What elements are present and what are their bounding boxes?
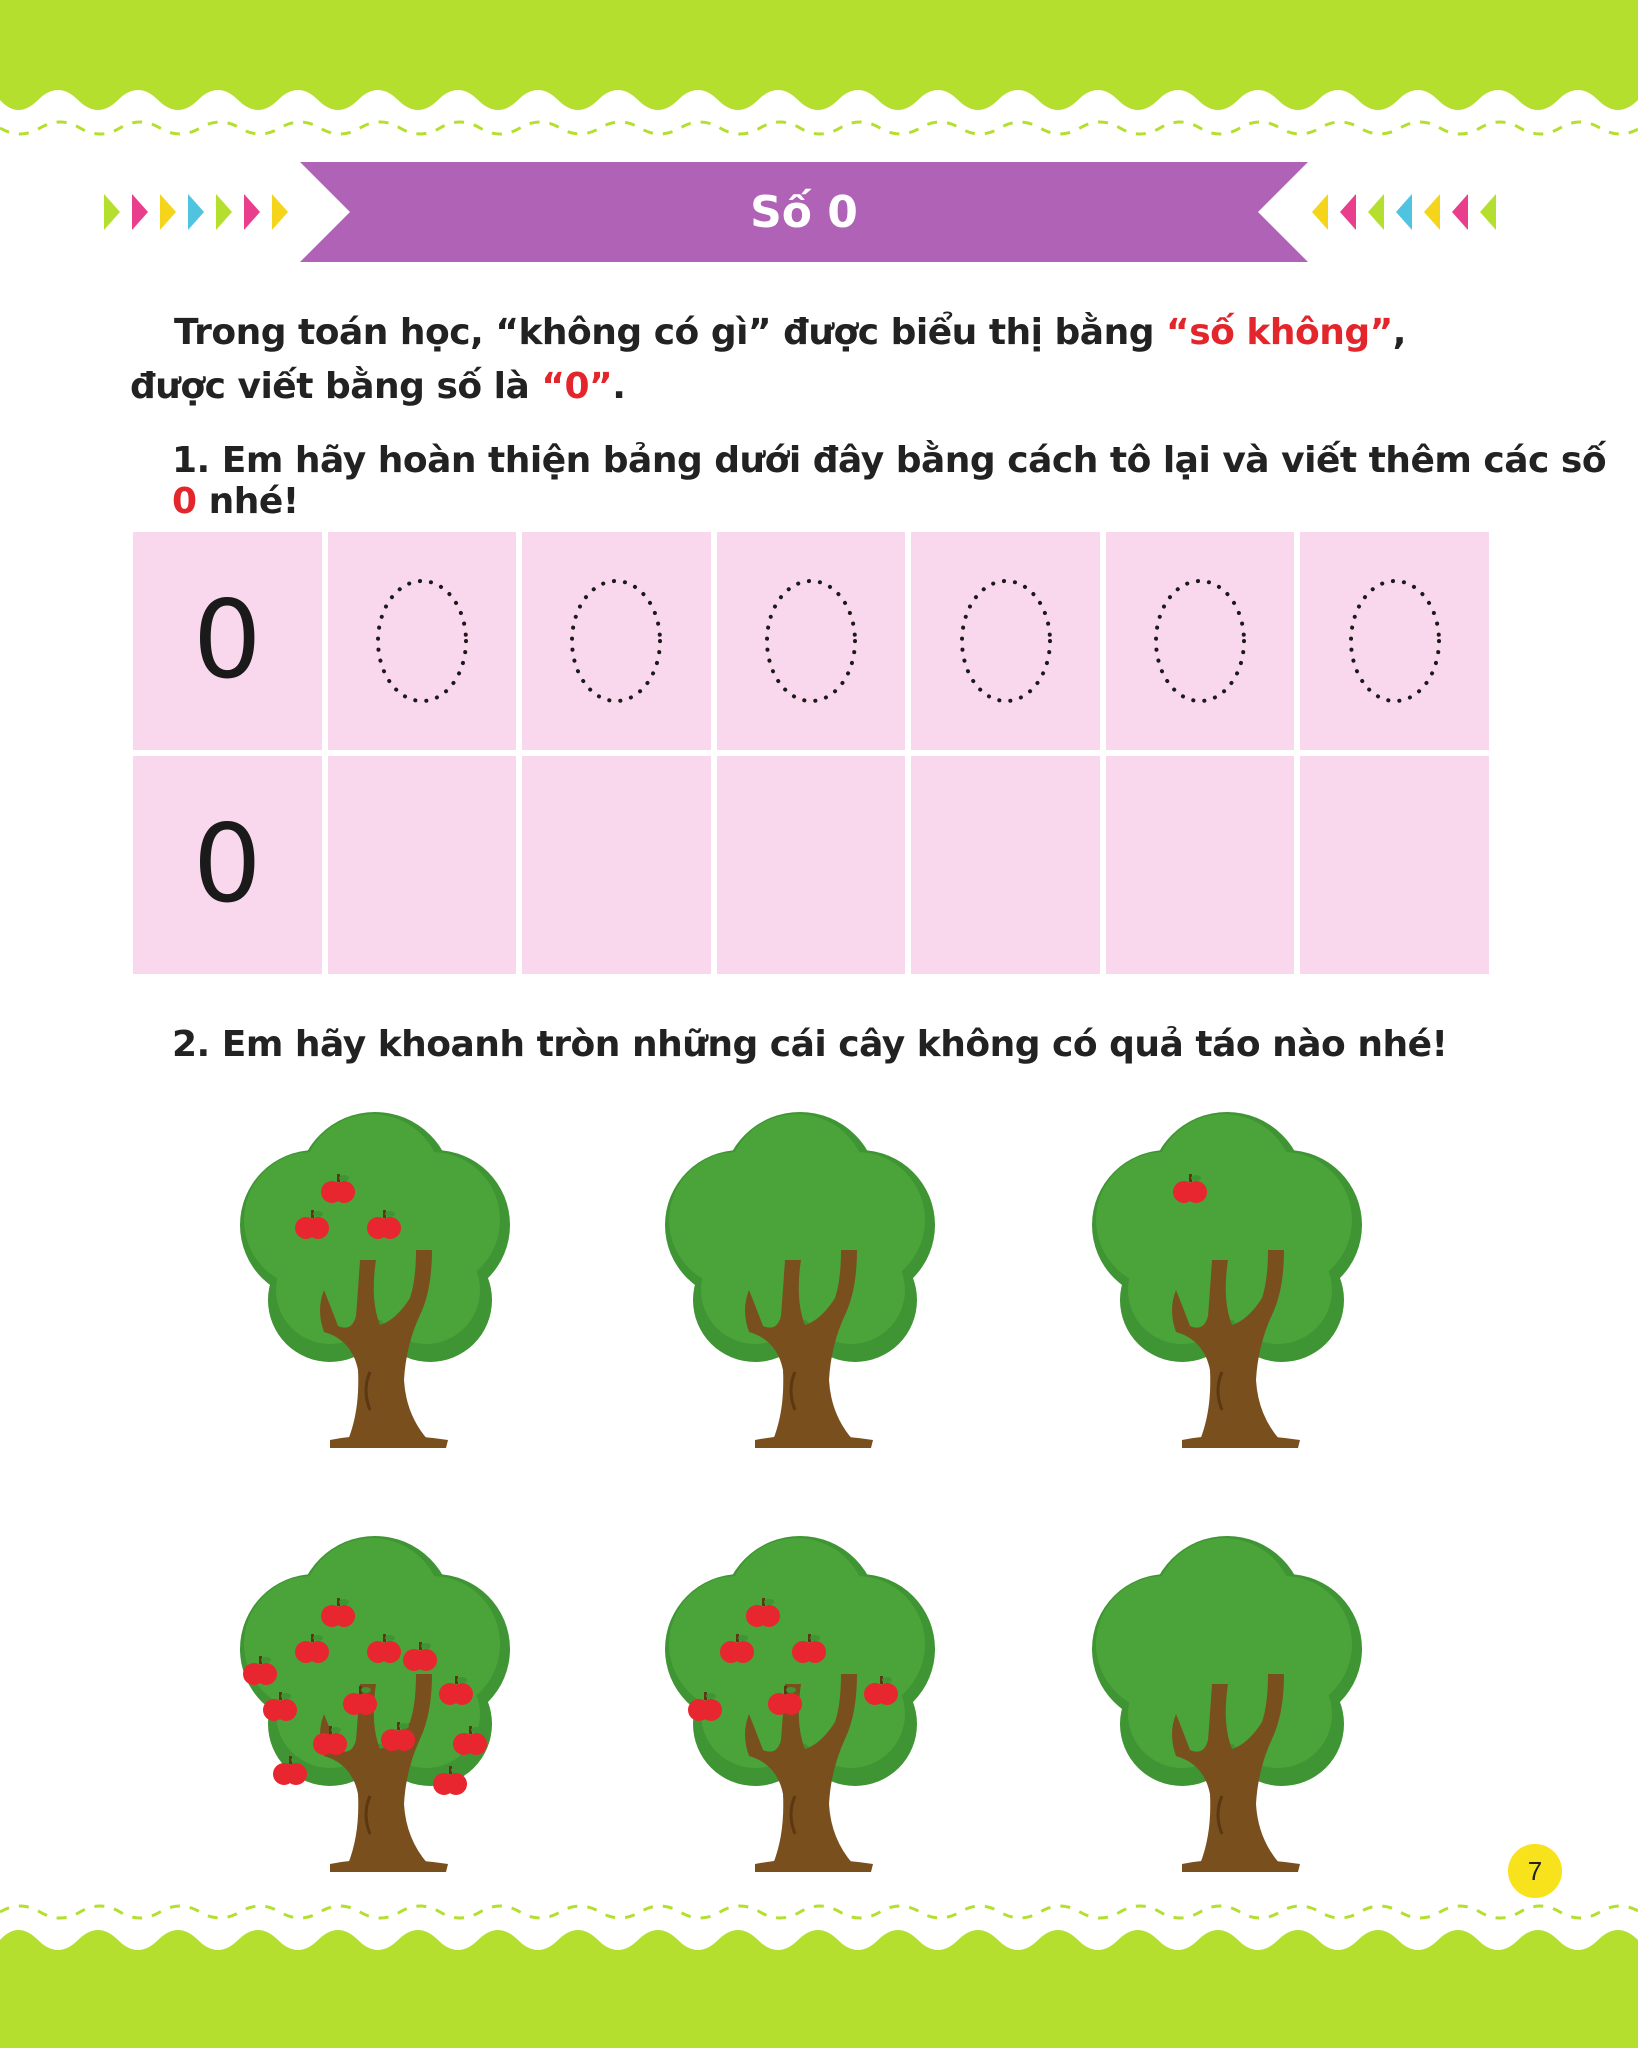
grid-cell-blank[interactable]	[911, 756, 1100, 974]
tree-6[interactable]	[1072, 1534, 1382, 1884]
tree-icon	[645, 1534, 955, 1884]
top-decorative-band	[0, 0, 1638, 140]
sample-digit: 0	[192, 578, 262, 703]
task-2-instruction: 2. Em hãy khoanh tròn những cái cây không có quả táo nào nhé!	[172, 1024, 1448, 1065]
tree-icon	[645, 1110, 955, 1460]
page-title: Số 0	[750, 186, 858, 238]
dotted-zero-icon	[1345, 576, 1445, 706]
dotted-zero-icon	[1150, 576, 1250, 706]
tree-icon	[1072, 1534, 1382, 1884]
tree-1[interactable]	[220, 1110, 530, 1460]
grid-cell-trace[interactable]	[1106, 532, 1295, 750]
intro-text-2: , được viết bằng số là	[130, 312, 1406, 407]
dotted-zero-icon	[956, 576, 1056, 706]
intro-text-1: Trong toán học, “không có gì” được biểu thị bằng	[174, 312, 1167, 353]
dotted-zero-icon	[566, 576, 666, 706]
grid-cell-blank[interactable]	[522, 756, 711, 974]
intro-paragraph	[130, 306, 1490, 414]
grid-cell-blank[interactable]	[1300, 756, 1489, 974]
sample-digit: 0	[192, 802, 262, 927]
tree-3[interactable]	[1072, 1110, 1382, 1460]
grid-cell-trace[interactable]	[911, 532, 1100, 750]
task-1-highlight: 0	[172, 481, 197, 522]
grid-cell-blank[interactable]	[328, 756, 517, 974]
grid-cell-trace[interactable]	[717, 532, 906, 750]
dotted-zero-icon	[372, 576, 472, 706]
grid-cell-sample	[133, 532, 322, 750]
right-triangle-decoration	[1302, 190, 1512, 234]
task-1-instruction	[172, 440, 1638, 522]
grid-cell-blank[interactable]	[717, 756, 906, 974]
grid-cell-blank[interactable]	[1106, 756, 1295, 974]
left-triangle-decoration	[104, 190, 314, 234]
grid-cell-trace[interactable]	[328, 532, 517, 750]
tree-5[interactable]	[645, 1534, 955, 1884]
intro-text-3: .	[612, 366, 626, 407]
tree-4[interactable]	[220, 1534, 530, 1884]
task-1-text: 1. Em hãy hoàn thiện bảng dưới đây bằng cách tô lại và viết thêm các số	[172, 440, 1607, 481]
grid-cell-trace[interactable]	[1300, 532, 1489, 750]
title-banner	[300, 162, 1308, 262]
intro-highlight-zero: “0”	[541, 366, 613, 407]
dotted-zero-icon	[761, 576, 861, 706]
grid-cell-sample	[133, 756, 322, 974]
grid-cell-trace[interactable]	[522, 532, 711, 750]
tree-icon	[1072, 1110, 1382, 1460]
bottom-decorative-band	[0, 1898, 1638, 2048]
tree-icon	[220, 1110, 530, 1460]
task-1-text-end: nhé!	[196, 481, 299, 522]
tree-icon	[220, 1534, 530, 1884]
page-number-badge: 7	[1508, 1844, 1562, 1898]
tree-2[interactable]	[645, 1110, 955, 1460]
practice-grid	[133, 532, 1489, 974]
intro-highlight-so-khong: “số không”	[1166, 312, 1393, 353]
tree-collection	[220, 1110, 1400, 1890]
